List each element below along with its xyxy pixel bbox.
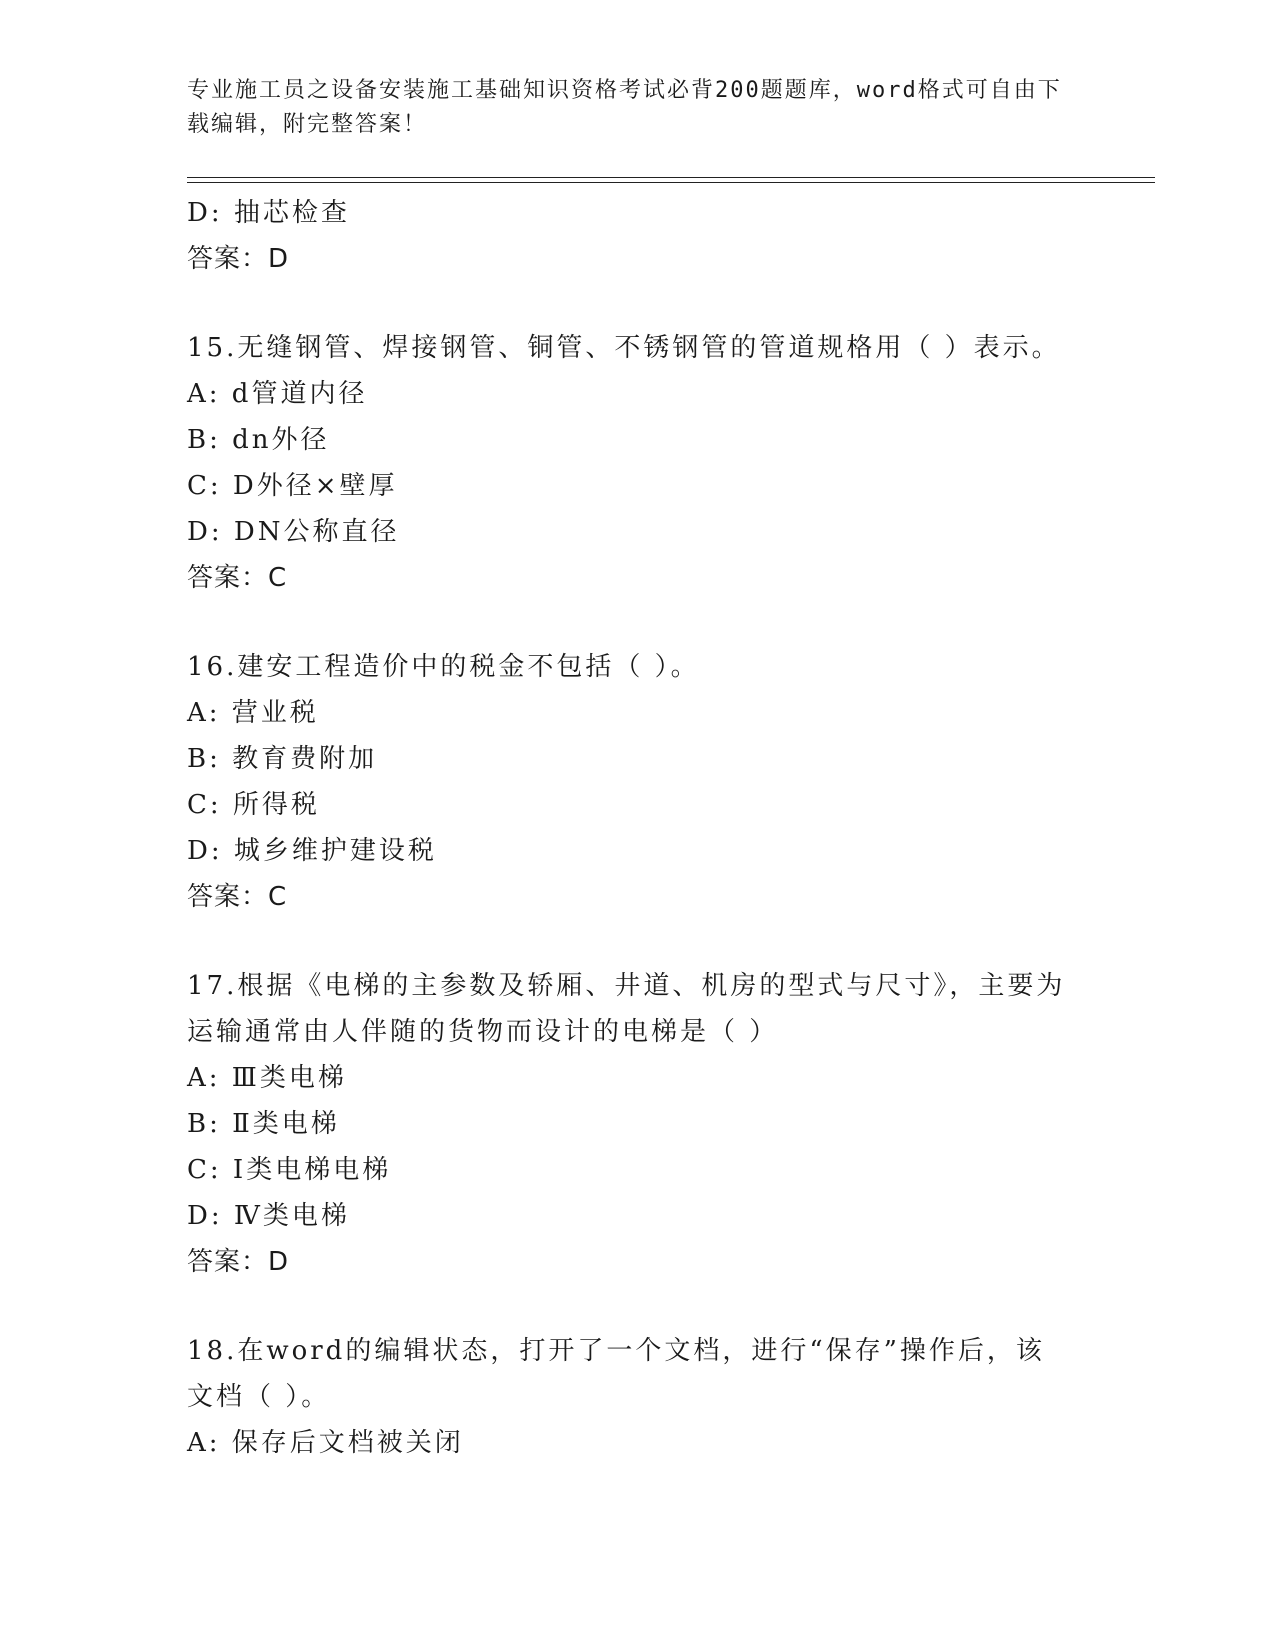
option-d: D: 城乡维护建设税: [187, 836, 437, 866]
answer-line: 答案：C: [187, 882, 288, 912]
option-c: C: 所得税: [187, 790, 320, 820]
question-stem: 17.根据《电梯的主参数及轿厢、井道、机房的型式与尺寸》，主要为: [187, 971, 1066, 1001]
answer-line: 答案：C: [187, 563, 288, 593]
question-content: [187, 190, 1087, 1466]
option-a: A: 保存后文档被关闭: [187, 1428, 464, 1458]
option-b: B: Ⅱ类电梯: [187, 1109, 340, 1139]
option-c: C: D外径×壁厚: [187, 471, 398, 501]
question-stem: 16.建安工程造价中的税金不包括（ ）。: [187, 652, 700, 682]
question-stem-continued: 文档（ ）。: [187, 1382, 331, 1412]
header-rule-bottom: [187, 182, 1155, 183]
option-a: A: Ⅲ类电梯: [187, 1063, 347, 1093]
answer-line: 答案：D: [187, 1247, 290, 1277]
question-15: [187, 325, 1087, 601]
option-a: A: 营业税: [187, 698, 319, 728]
question-stem: 18.在word的编辑状态，打开了一个文档，进行“保存”操作后，该: [187, 1336, 1045, 1366]
question-stem: 15.无缝钢管、焊接钢管、铜管、不锈钢管的管道规格用（ ）表示。: [187, 333, 1061, 363]
option-c: C: Ⅰ类电梯电梯: [187, 1155, 392, 1185]
option-b: B: 教育费附加: [187, 744, 378, 774]
option-b: B: dn外径: [187, 425, 330, 455]
document-header: 专业施工员之设备安装施工基础知识资格考试必背200题题库，word格式可自由下载编辑，附完整答案！: [187, 78, 1062, 137]
option-a: A: d管道内径: [187, 379, 368, 409]
question-18: [187, 1328, 1087, 1466]
option-d: D: 抽芯检查: [187, 198, 350, 228]
header-rule-top: [187, 177, 1155, 178]
answer-line: 答案：D: [187, 244, 290, 274]
question-stem-continued: 运输通常由人伴随的货物而设计的电梯是（ ）: [187, 1017, 779, 1047]
option-d: D: Ⅳ类电梯: [187, 1201, 350, 1231]
question-17: [187, 963, 1087, 1285]
question-16: [187, 644, 1087, 920]
option-d: D: DN公称直径: [187, 517, 400, 547]
